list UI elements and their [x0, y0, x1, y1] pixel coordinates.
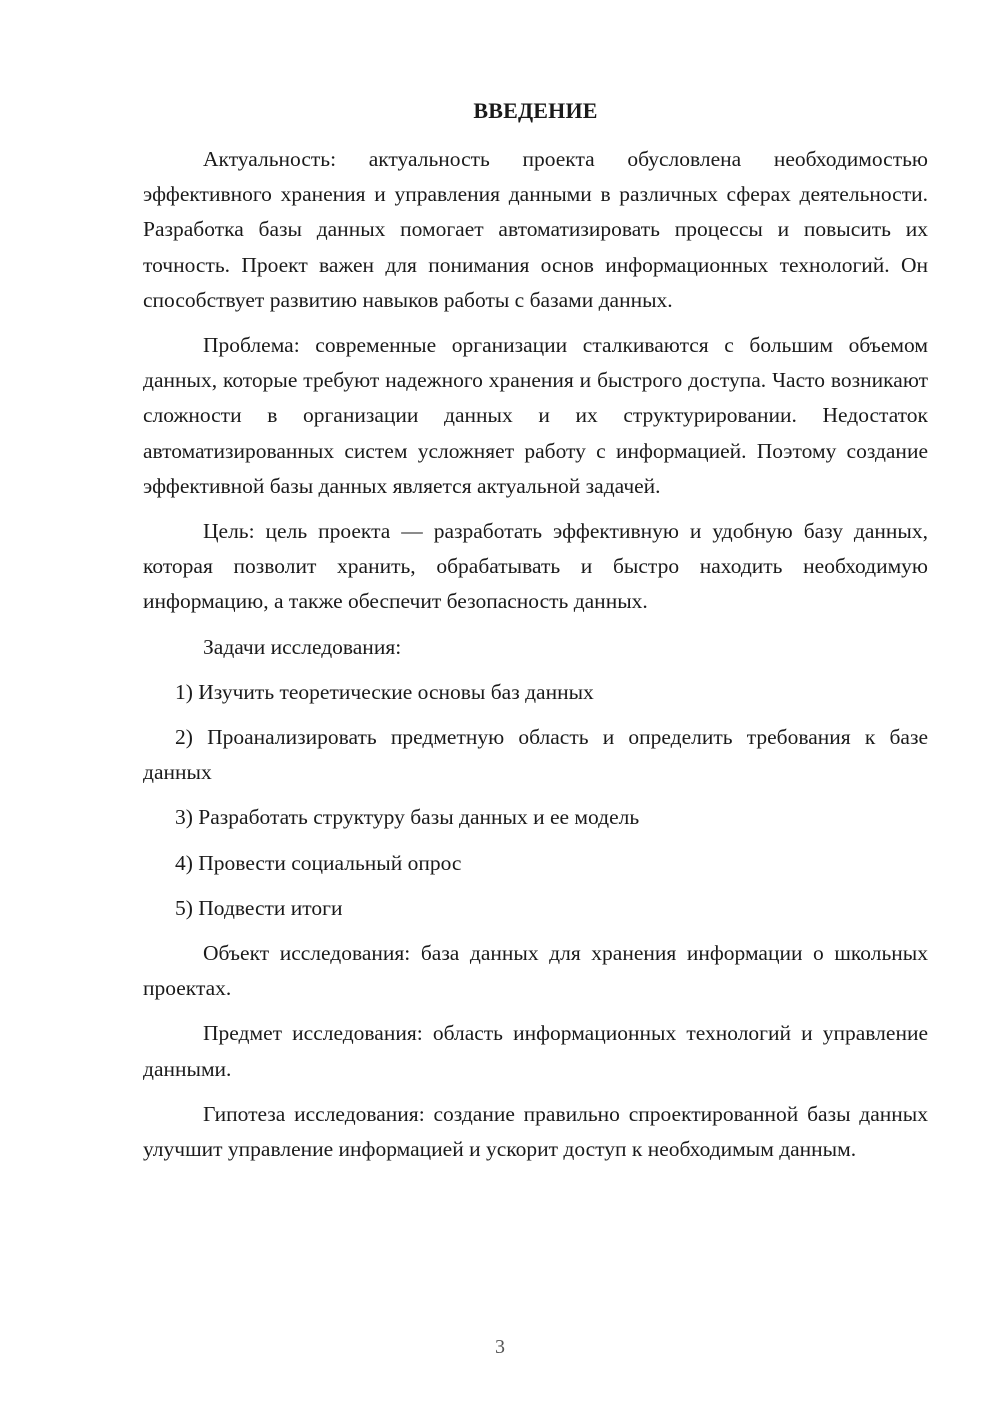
list-item: 1) Изучить теоретические основы баз данных: [175, 679, 594, 704]
list-item: 4) Провести социальный опрос: [175, 850, 462, 875]
tasks-list: [143, 675, 928, 926]
section-title: ВВЕДЕНИЕ: [473, 98, 598, 123]
tasks-heading: Задачи исследования:: [203, 634, 402, 659]
relevance-paragraph: Актуальность: актуальность проекта обусловлена необходимостью эффективного хранения и управления данными в различных сферах деятельности. Разработка базы данных помогает автоматизировать процессы и повысить их точность. Проект важен для понимания основ информационных технологий. Он способствует развитию навыков работы с базами данных.: [143, 147, 928, 312]
problem-paragraph: Проблема: современные организации сталкиваются с большим объемом данных, которые требуют надежного хранения и быстрого доступа. Часто возникают сложности в организации данных и их структурировании. Недостаток автоматизированных систем усложняет работу с информацией. Поэтому создание эффективной базы данных является актуальной задачей.: [143, 333, 928, 498]
document-page: [143, 94, 928, 1177]
hypothesis-paragraph: Гипотеза исследования: создание правильно спроектированной базы данных улучшит управление информацией и ускорит доступ к необходимым данным.: [143, 1101, 928, 1162]
list-item: 5) Подвести итоги: [175, 895, 343, 920]
subject-paragraph: Предмет исследования: область информационных технологий и управление данными.: [143, 1021, 928, 1081]
goal-paragraph: Цель: цель проекта — разработать эффективную и удобную базу данных, которая позволит хранить, обрабатывать и быстро находить необходимую информацию, а также обеспечит безопасность данных.: [143, 519, 928, 614]
object-paragraph: Объект исследования: база данных для хранения информации о школьных проектах.: [143, 941, 928, 1001]
page-number: 3: [495, 1336, 505, 1358]
list-item: 3) Разработать структуру базы данных и ее модель: [175, 805, 640, 830]
list-item: 2) Проанализировать предметную область и определить требования к базе данных: [143, 725, 928, 785]
